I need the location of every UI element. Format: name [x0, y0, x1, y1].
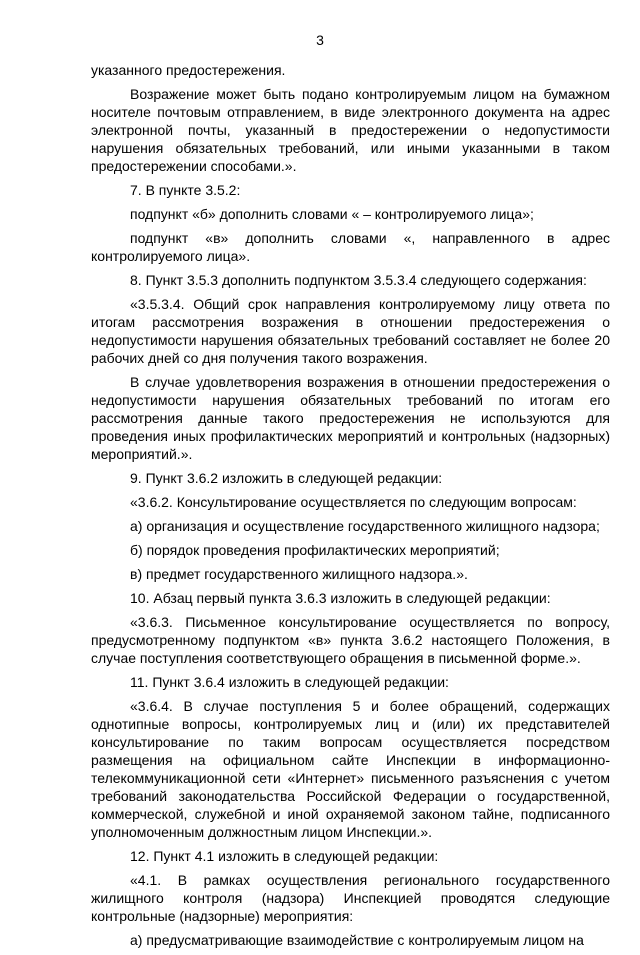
paragraph: 10. Абзац первый пункта 3.6.3 изложить в следующей редакции:	[130, 590, 551, 606]
paragraph: 11. Пункт 3.6.4 изложить в следующей редакции:	[130, 674, 449, 690]
paragraph: «4.1. В рамках осуществления регионального государственного жилищного контроля (надзора) Инспекцией проводятся следующие контрольные (надзорные) мероприятия:	[91, 872, 610, 924]
paragraph: указанного предостережения.	[91, 62, 286, 78]
paragraph: а) предусматривающие взаимодействие с контролируемым лицом на	[130, 932, 584, 948]
paragraph: 7. В пункте 3.5.2:	[130, 182, 241, 198]
paragraph: б) порядок проведения профилактических мероприятий;	[130, 542, 500, 558]
paragraph: В случае удовлетворения возражения в отношении предостережения о недопустимости нарушения обязательных требований по итогам его рассмотрения данные такого предостережения не используются для проведения иных профилактических мероприятий и контрольных (надзорных) мероприятий.».	[91, 374, 610, 462]
paragraph: «3.6.2. Консультирование осуществляется по следующим вопросам:	[130, 494, 577, 510]
document-body	[91, 61, 610, 955]
paragraph: 12. Пункт 4.1 изложить в следующей редакции:	[130, 848, 439, 864]
page-number: 3	[316, 32, 324, 48]
paragraph: подпункт «б» дополнить словами « – контролируемого лица»;	[130, 206, 534, 222]
paragraph: подпункт «в» дополнить словами «, направленного в адрес контролируемого лица».	[91, 230, 610, 264]
paragraph: Возражение может быть подано контролируемым лицом на бумажном носителе почтовым отправлением, в виде электронного документа на адрес электронной почты, указанный в предостережении о недопустимости нарушения обязательных требований, или иными указанными в таком предостережении способами.».	[91, 86, 610, 174]
paragraph: «3.5.3.4. Общий срок направления контролируемому лицу ответа по итогам рассмотрения возражения в отношении предостережения о недопустимости нарушения обязательных требований составляет не более 20 рабочих дней со дня получения такого возражения.	[91, 296, 610, 366]
paragraph: «3.6.3. Письменное консультирование осуществляется по вопросу, предусмотренному подпунктом «в» пункта 3.6.2 настоящего Положения, в случае поступления соответствующего обращения в письменной форме.».	[91, 614, 610, 666]
paragraph: а) организация и осуществление государственного жилищного надзора;	[130, 518, 600, 534]
paragraph: в) предмет государственного жилищного надзора.».	[130, 566, 468, 582]
paragraph: 9. Пункт 3.6.2 изложить в следующей редакции:	[130, 470, 443, 486]
paragraph: «3.6.4. В случае поступления 5 и более обращений, содержащих однотипные вопросы, контролируемых лиц и (или) их представителей консультирование по таким вопросам осуществляется посредством размещения на официальном сайте Инспекции в информационно-телекоммуникационной сети «Интернет» письменного разъяснения с учетом требований законодательства Российской Федерации о государственной, коммерческой, служебной и иной охраняемой законом тайне, подписанного уполномоченным должностным лицом Инспекции.».	[91, 698, 610, 840]
paragraph: 8. Пункт 3.5.3 дополнить подпунктом 3.5.3.4 следующего содержания:	[130, 272, 587, 288]
